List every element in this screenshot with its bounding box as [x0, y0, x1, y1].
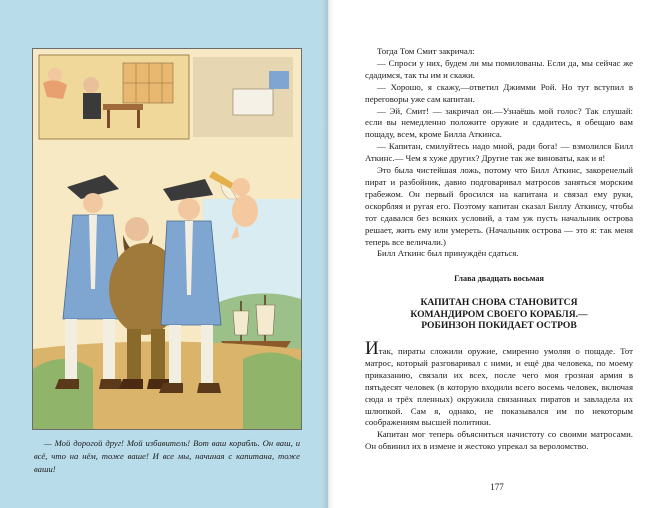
- first-paragraph-text: так, пираты сложили оружие, смиренно умоляя о пощаде. Тот матрос, который разговаривал с ними, и ещё два человека, по моему приказанию, связали их всех, после чего моя грозная армия в пятьдесят человек (в которую входили всего восемь человек, включая сюда и трёх пленных) окружила связанных пиратов и завладела их шлюпкой. Сам я, однако, не показывался им по некоторым соображениям высшей политики.: [365, 346, 633, 428]
- left-page: [0, 0, 328, 508]
- paragraph: — Спроси у них, будем ли мы помилованы. Если да, мы сейчас же сдадимся, так ты им и скажи.: [365, 57, 633, 80]
- paragraph: Билл Аткинс был принуждён сдаться.: [377, 248, 519, 259]
- text-column: [365, 46, 633, 453]
- illustration-drawing: [33, 49, 301, 429]
- drop-cap: И: [365, 338, 379, 359]
- chapter-title: [365, 297, 633, 332]
- paragraph: — Капитан, смилуйтесь надо мной, ради бога! — взмолился Билл Аткинс.— Чем я хуже других? Другие так же виноваты, как и я!: [365, 141, 633, 164]
- page-number: 177: [490, 482, 504, 492]
- paragraph: Капитан мог теперь объясниться начистоту со своими матросами. Он обвинил их в измене и жестоко упрекал за вероломство.: [365, 429, 633, 452]
- chapter-title-line: РОБИНЗОН ПОКИДАЕТ ОСТРОВ: [421, 320, 577, 332]
- paragraph: Это была чистейшая ложь, потому что Билл Аткинс, закоренелый пират и разбойник, давно подговаривал матросов заняться морским грабежом. Он первый бросился на капитана и связал ему руки, оскорбляя и ругая его. Поэтому капитан сказал Биллу Аткинсу, чтобы тот сдавался без всяких условий, а там уж пусть начальник острова решает, жить ему или умереть. (Начальник острова — это я: так меня теперь все величали.): [365, 165, 633, 247]
- cabin-inset: [39, 55, 293, 139]
- chapter-title-line: КАПИТАН СНОВА СТАНОВИТСЯ: [420, 297, 578, 309]
- paragraph: Тогда Том Смит закричал:: [377, 46, 475, 56]
- paragraph: — Эй, Смит! — закричал он.—Узнаёшь мой голос? Так слушай: если вы немедленно положите оружие и сдадитесь, я обещаю вам пощаду, всем, кроме Билла Аткинса.: [365, 105, 633, 140]
- right-page: [333, 0, 661, 508]
- first-paragraph: [365, 338, 633, 429]
- paragraph: — Хорошо, я скажу,—ответил Джимми Рой. Но тут вступил в переговоры уже сам капитан.: [365, 81, 633, 104]
- chapter-label: Глава двадцать восьмая: [454, 274, 544, 284]
- illustration: [32, 48, 302, 430]
- chapter-title-line: КОМАНДИРОМ СВОЕГО КОРАБЛЯ.—: [410, 308, 588, 320]
- illustration-caption: — Мой дорогой друг! Мой избавитель! Вот ваш корабль. Он ваш, и всё, что на нём, тоже ваше! И все мы, начиная с капитана, тоже ваши!: [34, 438, 300, 475]
